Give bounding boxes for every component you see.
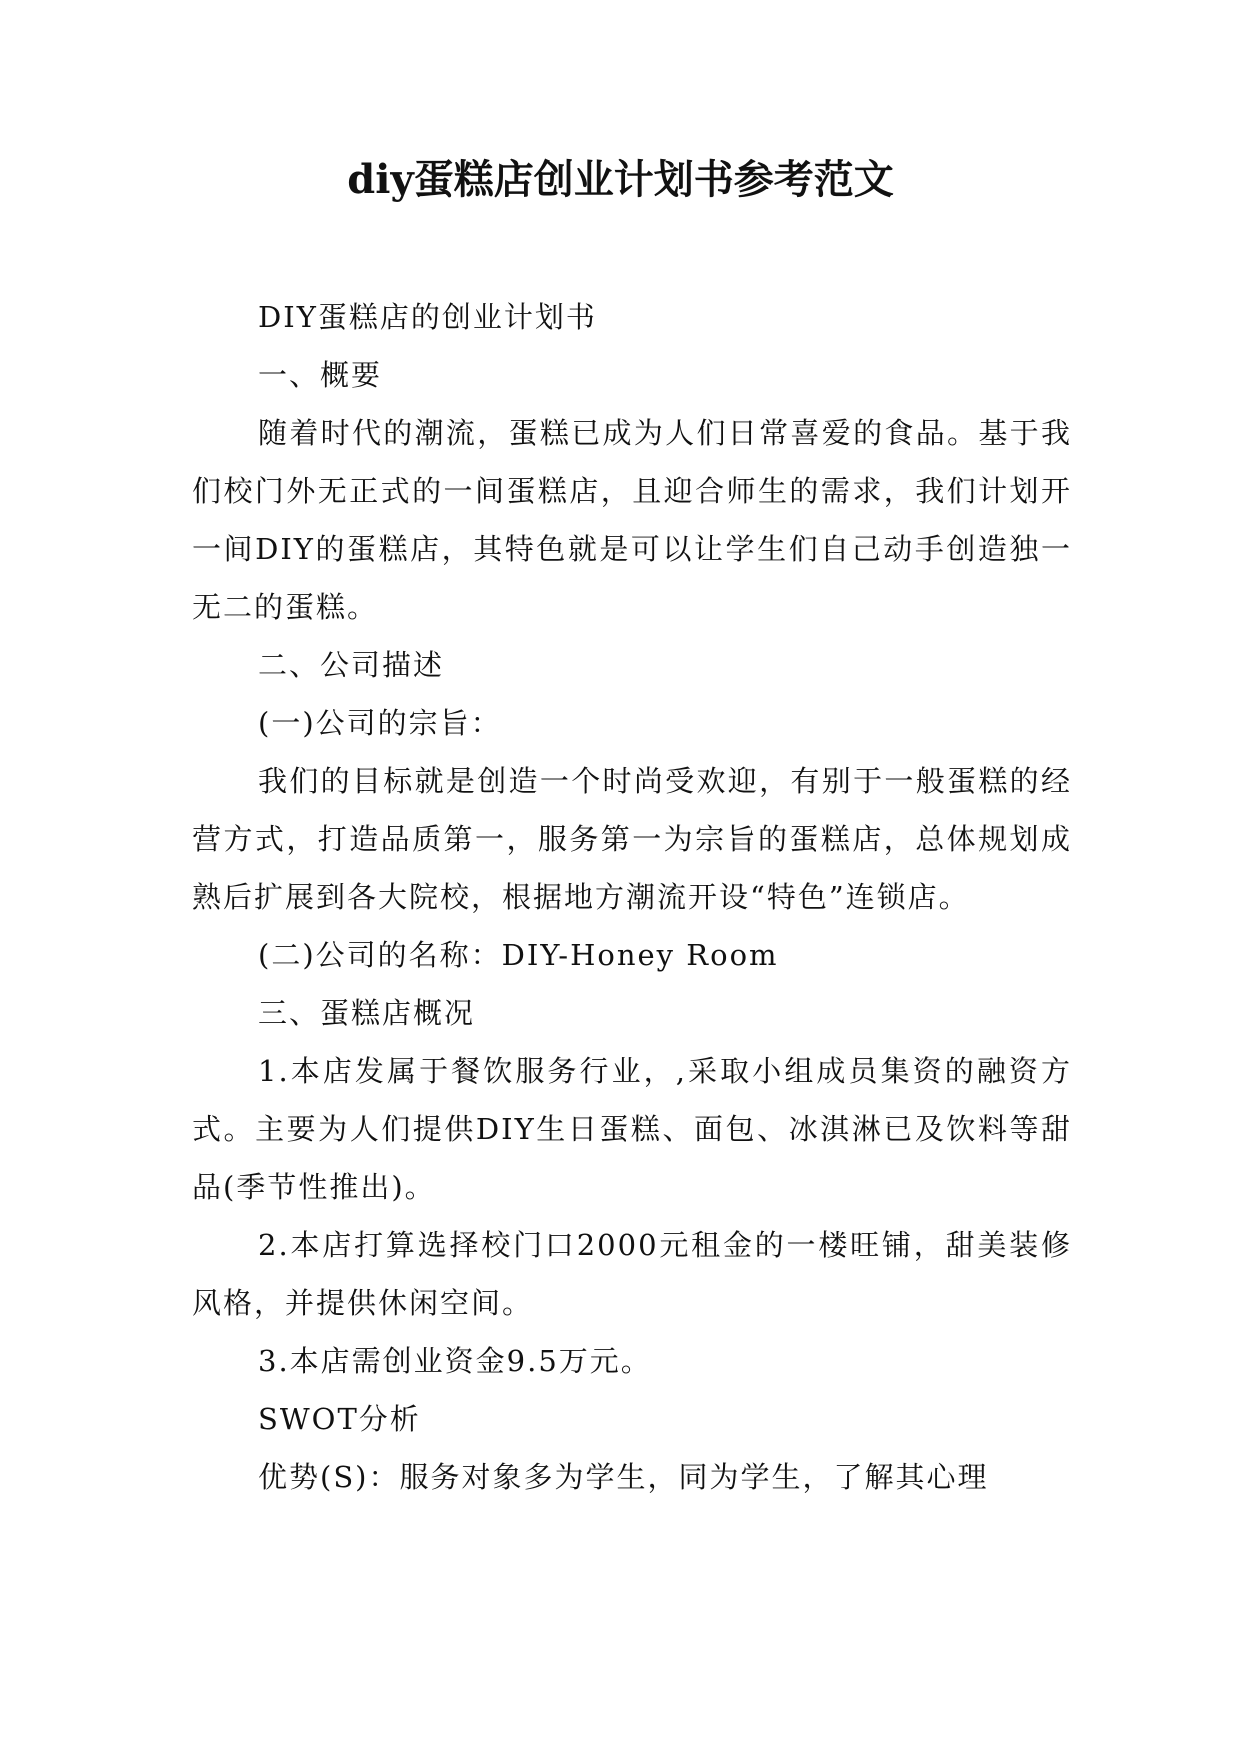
paragraph-swot-heading: SWOT分析 [258,1402,421,1436]
paragraph-section-company: 二、公司描述 [258,648,445,682]
paragraph-company-purpose-text: 我们的目标就是创造一个时尚受欢迎，有别于一般蛋糕的经营方式，打造品质第一，服务第一为宗旨的蛋糕店，总体规划成熟后扩展到各大院校，根据地方潮流开设“特色”连锁店。 [192,764,1072,914]
paragraph-plan-heading: DIY蛋糕店的创业计划书 [258,300,597,334]
document-title: diy蛋糕店创业计划书参考范文 [347,156,894,203]
paragraph-store-item-1: 1.本店发属于餐饮服务行业，,采取小组成员集资的融资方式。主要为人们提供DIY生日蛋糕、面包、冰淇淋已及饮料等甜品(季节性推出)。 [192,1054,1072,1204]
paragraph-company-purpose-heading: (一)公司的宗旨： [258,706,502,740]
paragraph-store-item-2: 2.本店打算选择校门口2000元租金的一楼旺铺，甜美装修风格，并提供休闲空间。 [192,1228,1072,1320]
paragraph-company-name: (二)公司的名称：DIY-Honey Room [258,938,779,972]
paragraph-section-store: 三、蛋糕店概况 [258,996,476,1030]
paragraph-overview-text: 随着时代的潮流，蛋糕已成为人们日常喜爱的食品。基于我们校门外无正式的一间蛋糕店，且迎合师生的需求，我们计划开一间DIY的蛋糕店，其特色就是可以让学生们自己动手创造独一无二的蛋糕。 [192,416,1072,624]
paragraph-swot-strengths: 优势(S)：服务对象多为学生，同为学生，了解其心理 [258,1460,989,1494]
document-body [192,288,1072,1506]
paragraph-section-overview: 一、概要 [258,358,383,392]
paragraph-store-item-3: 3.本店需创业资金9.5万元。 [258,1344,652,1378]
